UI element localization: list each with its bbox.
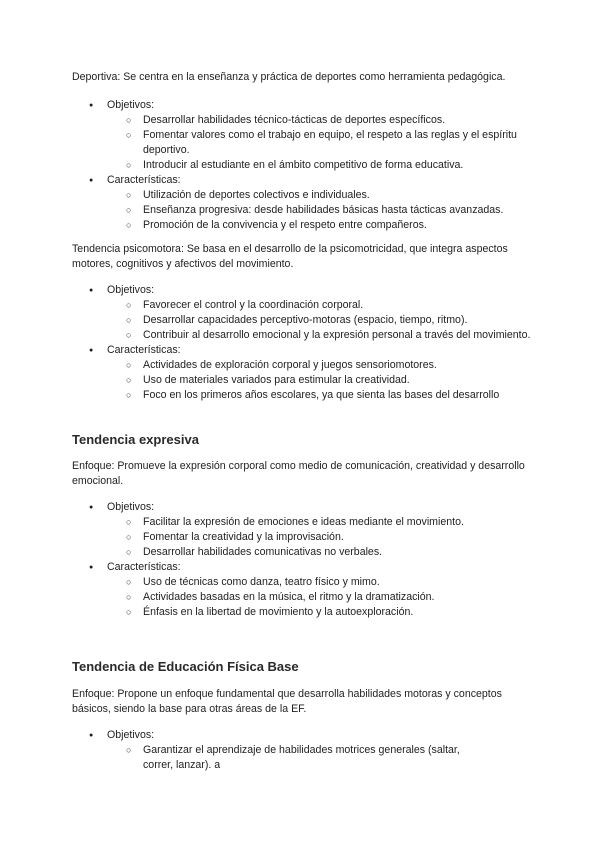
objetivos-label: Objetivos: — [107, 99, 155, 111]
list-item: ○ Actividades de exploración corporal y juegos sensoriomotores. — [72, 358, 532, 373]
caracteristicas-label: Características: — [107, 174, 181, 186]
list-item — [72, 728, 532, 773]
list-item: ○ Garantizar el aprendizaje de habilidades motrices generales (saltar, correr, lanzar). a — [72, 743, 532, 773]
objetivos-label: Objetivos: — [107, 501, 155, 513]
section-heading-expresiva: Tendencia expresiva — [72, 432, 199, 447]
list-item: ○ Fomentar la creatividad y la improvisación. — [72, 530, 532, 545]
list-item: ○ Actividades basadas en la música, el ritmo y la dramatización. — [72, 590, 532, 605]
list-item: ○ Desarrollar capacidades perceptivo-motoras (espacio, tiempo, ritmo). — [72, 313, 532, 328]
psicomotora-list — [72, 283, 532, 403]
deportiva-intro: Deportiva: Se centra en la enseñanza y práctica de deportes como herramienta pedagógica. — [72, 71, 506, 83]
psicomotora-intro: Tendencia psicomotora: Se basa en el desarrollo de la psicomotricidad, que integra aspectos motores, cognitivos y afectivos del movimiento. — [72, 243, 508, 270]
expresiva-enfoque: Enfoque: Promueve la expresión corporal como medio de comunicación, creatividad y desarrollo emocional. — [72, 460, 525, 487]
list-item: ○ Utilización de deportes colectivos e individuales. — [72, 188, 532, 203]
list-item: ○ Promoción de la convivencia y el respeto entre compañeros. — [72, 218, 532, 233]
list-item — [72, 500, 532, 560]
list-item: ○ Facilitar la expresión de emociones e ideas mediante el movimiento. — [72, 515, 532, 530]
list-item — [72, 98, 532, 173]
base-list — [72, 728, 532, 773]
list-item: ○ Fomentar valores como el trabajo en equipo, el respeto a las reglas y el espíritu deportivo. — [72, 128, 532, 158]
objetivos-label: Objetivos: — [107, 284, 155, 296]
deportiva-list — [72, 98, 532, 233]
expresiva-list — [72, 500, 532, 620]
list-item: ○ Uso de técnicas como danza, teatro físico y mimo. — [72, 575, 532, 590]
list-item: ○ Contribuir al desarrollo emocional y la expresión personal a través del movimiento. — [72, 328, 532, 343]
objetivos-label: Objetivos: — [107, 729, 155, 741]
list-item: ○ Enseñanza progresiva: desde habilidades básicas hasta tácticas avanzadas. — [72, 203, 532, 218]
list-item: ○ Desarrollar habilidades comunicativas no verbales. — [72, 545, 532, 560]
list-item: ○ Énfasis en la libertad de movimiento y la autoexploración. — [72, 605, 532, 620]
base-enfoque: Enfoque: Propone un enfoque fundamental que desarrolla habilidades motoras y conceptos básicos, siendo la base para otras áreas de la EF. — [72, 688, 502, 715]
list-item — [72, 283, 532, 343]
list-item: ○ Uso de materiales variados para estimular la creatividad. — [72, 373, 532, 388]
list-item — [72, 173, 532, 233]
list-item: ○ Introducir al estudiante en el ámbito competitivo de forma educativa. — [72, 158, 532, 173]
list-item: ○ Desarrollar habilidades técnico-tácticas de deportes específicos. — [72, 113, 532, 128]
section-heading-base: Tendencia de Educación Física Base — [72, 659, 299, 674]
list-item — [72, 343, 532, 403]
caracteristicas-label: Características: — [107, 344, 181, 356]
list-item: ○ Foco en los primeros años escolares, ya que sienta las bases del desarrollo — [72, 388, 532, 403]
caracteristicas-label: Características: — [107, 561, 181, 573]
list-item — [72, 560, 532, 620]
list-item: ○ Favorecer el control y la coordinación corporal. — [72, 298, 532, 313]
